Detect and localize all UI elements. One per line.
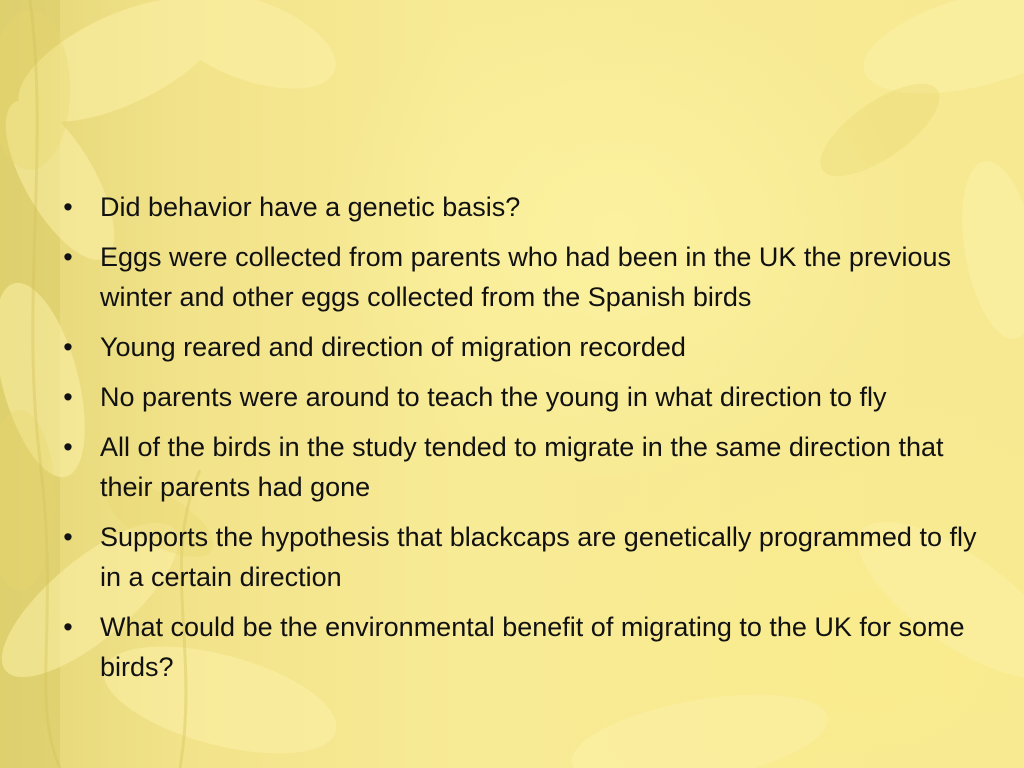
bullet-text: Eggs were collected from parents who had been in the UK the previous winter and other eggs collected from the Spanish birds [100,242,951,312]
bullet-item [58,237,978,317]
bullet-symbol: • [63,192,73,222]
bullet-list [58,187,978,697]
bullet-symbol: • [63,522,73,552]
bullet-symbol: • [63,242,73,272]
bullet-text: What could be the environmental benefit of migrating to the UK for some birds? [100,612,965,682]
bullet-symbol: • [63,612,73,642]
bullet-text: Young reared and direction of migration recorded [100,332,686,362]
bullet-symbol: • [63,382,73,412]
bullet-text: All of the birds in the study tended to migrate in the same direction that their parents had gone [100,432,944,502]
bullet-text: No parents were around to teach the young in what direction to fly [100,382,887,412]
bullet-symbol: • [63,332,73,362]
bullet-item [58,427,978,507]
bullet-text: Did behavior have a genetic basis? [100,192,521,222]
bullet-item [58,377,978,417]
bullet-item [58,327,978,367]
bullet-item [58,517,978,597]
bullet-text: Supports the hypothesis that blackcaps are genetically programmed to fly in a certain direction [100,522,977,592]
bullet-item [58,187,978,227]
bullet-item [58,607,978,687]
bullet-symbol: • [63,432,73,462]
